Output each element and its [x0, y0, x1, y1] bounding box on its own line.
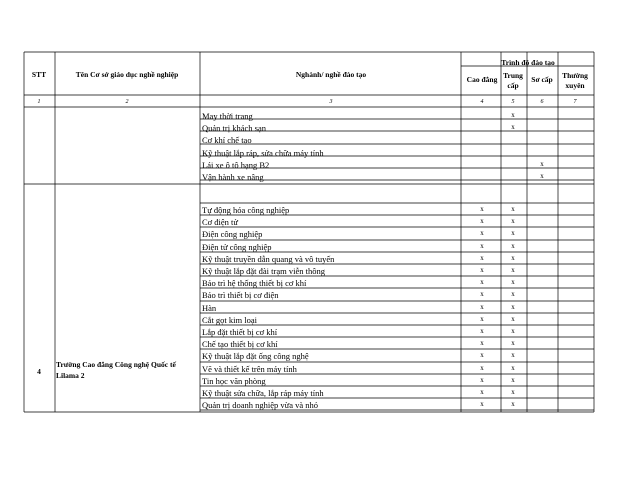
col-number-1: 1: [37, 99, 41, 105]
occupation-cell: Bảo trì hệ thống thiết bị cơ khí: [202, 278, 307, 288]
cao-dang-mark: x: [480, 351, 484, 359]
occupation-cell: Quản trị doanh nghiệp vừa và nhỏ: [202, 400, 319, 410]
cao-dang-mark: x: [480, 242, 484, 250]
occupation-cell: Cắt gọt kim loại: [202, 315, 258, 325]
cao-dang-mark: x: [480, 205, 484, 213]
cao-dang-mark: x: [480, 400, 484, 408]
occupation-cell: Vẽ và thiết kế trên máy tính: [202, 364, 297, 374]
trung-cap-mark: x: [511, 327, 515, 335]
trung-cap-mark: x: [511, 303, 515, 311]
cao-dang-mark: x: [480, 364, 484, 372]
school-name-line1: Trường Cao đẳng Công nghệ Quốc tế: [56, 360, 176, 369]
occupation-cell: Điện tử công nghiệp: [202, 242, 272, 252]
trung-cap-mark: x: [511, 388, 515, 396]
cao-dang-mark: x: [480, 339, 484, 347]
occupation-cell: Kỹ thuật lắp đặt ống công nghệ: [202, 351, 309, 361]
occupation-cell: Kỹ thuật lắp ráp, sửa chữa máy tính: [202, 148, 324, 158]
cao-dang-mark: x: [480, 217, 484, 225]
col-number-6: 6: [540, 99, 544, 105]
trung-cap-mark: x: [511, 254, 515, 262]
occupation-cell: Chế tạo thiết bị cơ khí: [202, 339, 278, 349]
col-number-2: 2: [125, 99, 129, 105]
cao-dang-mark: x: [480, 290, 484, 298]
header-occupation: Nghành/ nghề đào tạo: [295, 70, 367, 79]
occupation-cell: Tin học văn phòng: [202, 376, 266, 386]
trung-cap-mark: x: [511, 351, 515, 359]
trung-cap-mark: x: [511, 111, 515, 119]
occupation-cell: Quản trị khách sạn: [202, 123, 266, 133]
trung-cap-mark: x: [511, 205, 515, 213]
cao-dang-mark: x: [480, 278, 484, 286]
trung-cap-mark: x: [511, 339, 515, 347]
header-level-thuong-xuyen: Thường xuyên: [562, 71, 588, 90]
trung-cap-mark: x: [511, 123, 515, 131]
col-number-3: 3: [329, 99, 333, 105]
header-level-group: Trình độ đào tạo: [501, 58, 555, 67]
trung-cap-mark: x: [511, 376, 515, 384]
occupation-cell: Vận hành xe nâng: [202, 172, 264, 182]
trung-cap-mark: x: [511, 217, 515, 225]
occupation-cell: Tự động hóa công nghiệp: [202, 205, 290, 215]
occupation-cell: Kỹ thuật truyền dẫn quang và vô tuyến: [202, 254, 335, 264]
so-cap-mark: x: [540, 160, 544, 168]
header-level-trung-cap: Trung cấp: [503, 71, 523, 90]
occupation-cell: Lắp đặt thiết bị cơ khí: [202, 327, 278, 337]
occupation-cell: Lái xe ô tô hạng B2: [202, 160, 270, 170]
trung-cap-mark: x: [511, 400, 515, 408]
occupation-cell: Hàn: [202, 303, 217, 313]
occupation-cell: Kỹ thuật lắp đặt đài trạm viễn thông: [202, 266, 325, 276]
col-number-7: 7: [573, 99, 577, 105]
cao-dang-mark: x: [480, 266, 484, 274]
header-level-cao-dang: Cao đẳng: [466, 75, 498, 84]
so-cap-mark: x: [540, 172, 544, 180]
trung-cap-mark: x: [511, 278, 515, 286]
cao-dang-mark: x: [480, 388, 484, 396]
cao-dang-mark: x: [480, 376, 484, 384]
occupation-cell: May thời trang: [202, 111, 253, 121]
occupation-cell: Bảo trì thiết bị cơ điện: [202, 290, 279, 300]
cao-dang-mark: x: [480, 315, 484, 323]
col-number-5: 5: [511, 99, 515, 105]
trung-cap-mark: x: [511, 229, 515, 237]
occupation-cell: Cơ điện tử: [202, 217, 239, 227]
occupation-cell: Điện công nghiệp: [202, 229, 263, 239]
trung-cap-mark: x: [511, 364, 515, 372]
school-name-line2: Lilama 2: [56, 371, 85, 380]
school-stt: 4: [37, 367, 41, 376]
cao-dang-mark: x: [480, 229, 484, 237]
occupation-cell: Cơ khí chế tạo: [202, 135, 252, 145]
header-school: Tên Cơ sở giáo dục nghề nghiệp: [75, 70, 179, 79]
col-number-4: 4: [480, 99, 484, 105]
trung-cap-mark: x: [511, 266, 515, 274]
trung-cap-mark: x: [511, 242, 515, 250]
trung-cap-mark: x: [511, 315, 515, 323]
trung-cap-mark: x: [511, 290, 515, 298]
header-level-so-cap: Sơ cấp: [531, 75, 553, 84]
header-stt: STT: [31, 70, 47, 79]
occupation-cell: Kỹ thuật sửa chữa, lắp ráp máy tính: [202, 388, 324, 398]
cao-dang-mark: x: [480, 254, 484, 262]
cao-dang-mark: x: [480, 303, 484, 311]
cao-dang-mark: x: [480, 327, 484, 335]
